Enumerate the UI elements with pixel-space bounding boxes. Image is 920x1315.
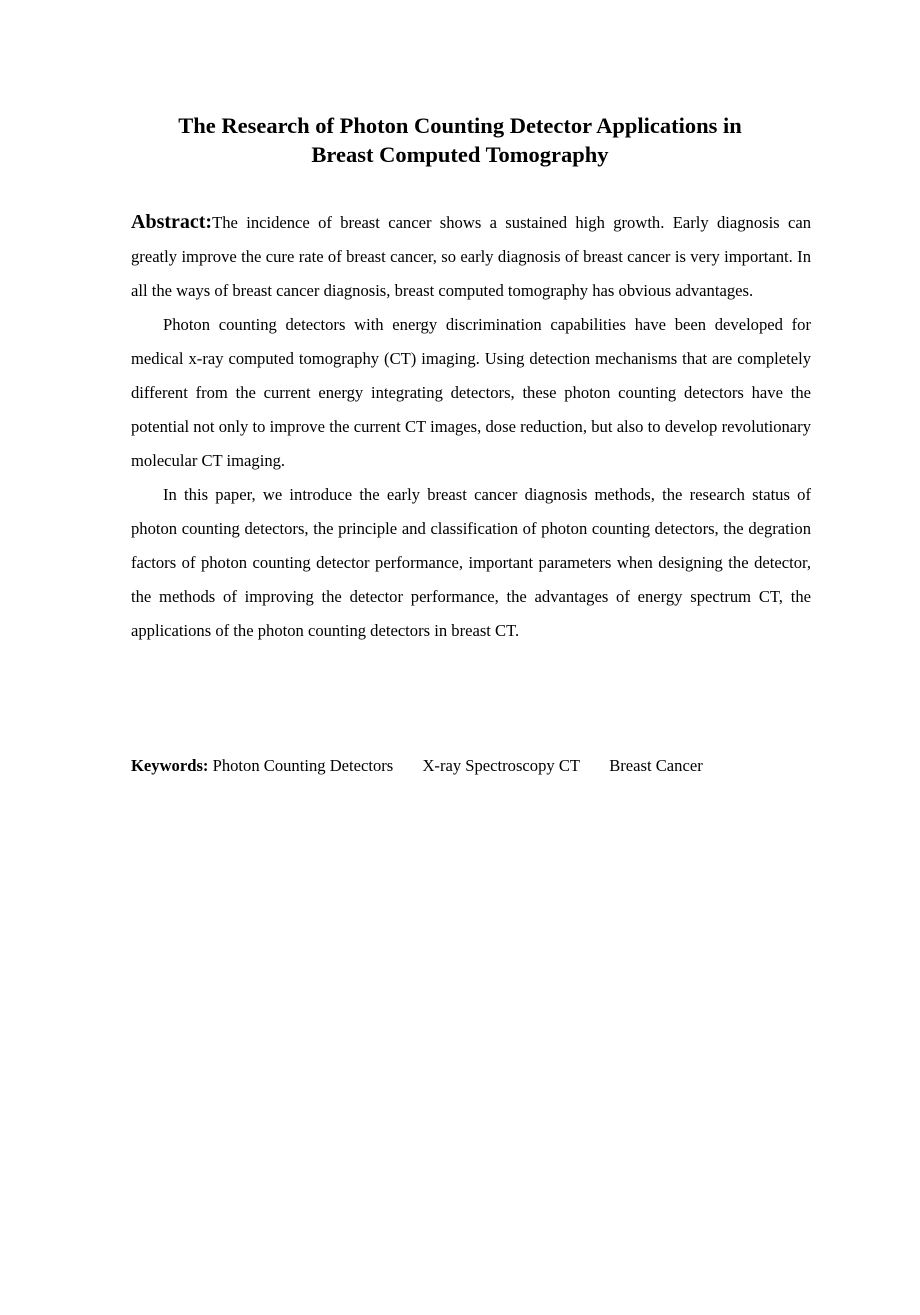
keyword-item: Photon Counting Detectors xyxy=(212,756,394,775)
keyword-item: Breast Cancer xyxy=(609,756,703,775)
keywords-label: Keywords: xyxy=(131,756,209,775)
paper-title-line-2: Breast Computed Tomography xyxy=(311,142,609,167)
abstract-paragraph-2: Photon counting detectors with energy discrimination capabilities have been developed for medical x-ray computed tomography (CT) imaging. Using detection mechanisms that are completely different from the current energy integrating detectors, these photon counting detectors have the potential not only to improve the current CT images, dose reduction, but also to develop revolutionary molecular CT imaging. xyxy=(131,315,811,470)
keywords-line xyxy=(131,751,811,781)
abstract-paragraph-1 xyxy=(131,205,811,308)
abstract-label: Abstract: xyxy=(131,211,213,233)
paper-title xyxy=(90,111,830,169)
abstract-paragraph-3: In this paper, we introduce the early breast cancer diagnosis methods, the research status of photon counting detectors, the principle and classification of photon counting detectors, the degration factors of photon counting detector performance, important parameters when designing the detector, the methods of improving the detector performance, the advantages of energy spectrum CT, the applications of the photon counting detectors in breast CT. xyxy=(131,485,811,640)
paper-title-line-1: The Research of Photon Counting Detector Applications in xyxy=(178,113,742,138)
abstract-section xyxy=(131,205,811,648)
abstract-paragraph-1-text: The incidence of breast cancer shows a sustained high growth. Early diagnosis can greatly improve the cure rate of breast cancer, so early diagnosis of breast cancer is very important. In all the ways of breast cancer diagnosis, breast computed tomography has obvious advantages. xyxy=(131,213,811,300)
keyword-item: X-ray Spectroscopy CT xyxy=(422,756,581,775)
